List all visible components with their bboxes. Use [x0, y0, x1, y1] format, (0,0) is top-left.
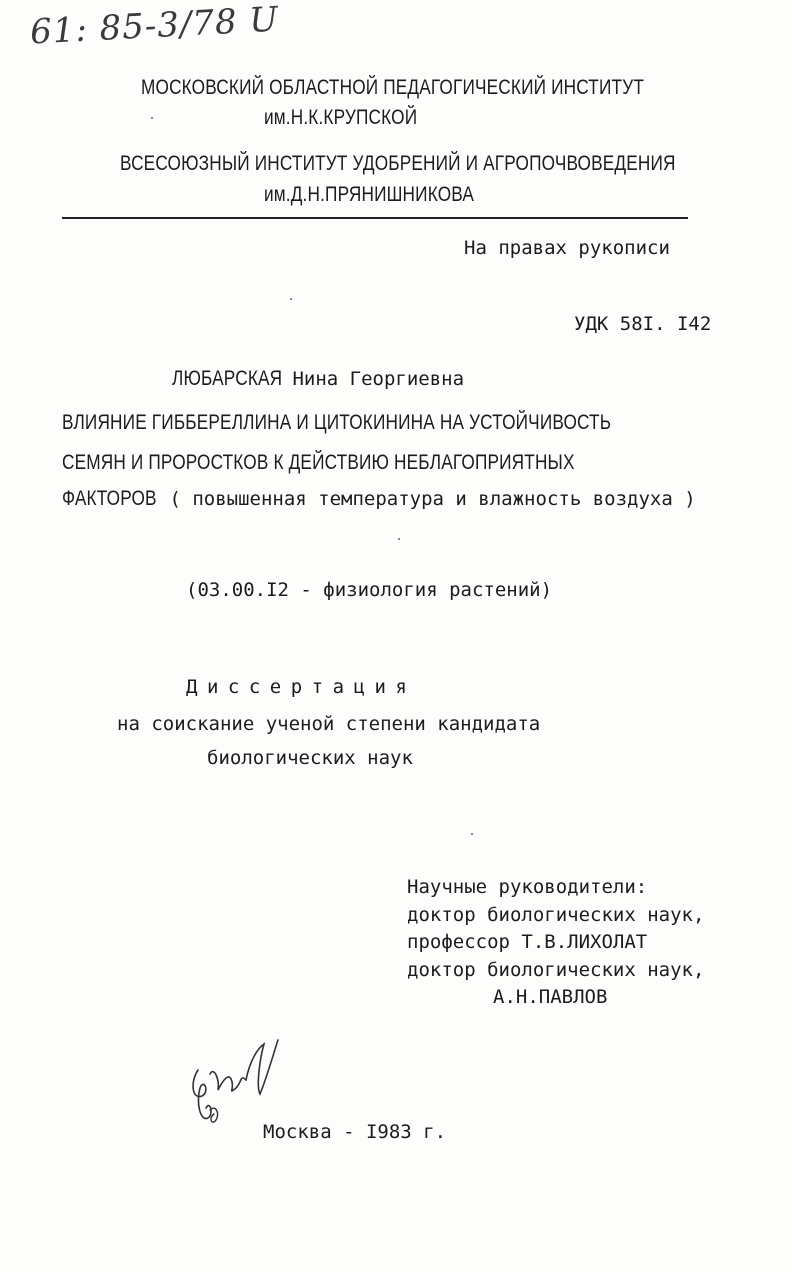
- scan-speck: [290, 298, 292, 300]
- advisor-1-name: профессор Т.В.ЛИХОЛАТ: [407, 931, 648, 953]
- degree-line-2: биологических наук: [207, 747, 413, 769]
- institute-1-name: МОСКОВСКИЙ ОБЛАСТНОЙ ПЕДАГОГИЧЕСКИЙ ИНСТИТУТ: [141, 76, 645, 99]
- manuscript-rights-note: На правах рукописи: [464, 237, 670, 259]
- advisor-2-name: А.Н.ПАВЛОВ: [493, 986, 608, 1008]
- udk-code: УДК 58I. I42: [574, 313, 712, 335]
- scan-speck: [151, 117, 153, 119]
- degree-line-1: на соискание ученой степени кандидата: [117, 713, 541, 735]
- author-given-names: Нина Георгиевна: [292, 368, 465, 390]
- advisor-1-title: доктор биологических наук,: [407, 904, 705, 926]
- author-surname: ЛЮБАРСКАЯ: [172, 367, 283, 390]
- title-line-3-subtitle: ( повышенная температура и влажность воздуха ): [169, 488, 696, 510]
- title-line-3-caps: ФАКТОРОВ: [62, 487, 157, 510]
- title-line-3: [62, 487, 696, 511]
- advisors-heading: Научные руководители:: [407, 876, 648, 898]
- advisor-2-title: доктор биологических наук,: [407, 959, 705, 981]
- author-name: [172, 367, 464, 391]
- institute-1-dedication: им.Н.К.КРУПСКОЙ: [264, 106, 418, 129]
- header-divider: [62, 217, 688, 219]
- title-line-2: СЕМЯН И ПРОРОСТКОВ К ДЕЙСТВИЮ НЕБЛАГОПРИЯТНЫХ: [62, 451, 575, 474]
- signature: [180, 1030, 290, 1130]
- title-line-1: ВЛИЯНИЕ ГИББЕРЕЛЛИНА И ЦИТОКИНИНА НА УСТОЙЧИВОСТЬ: [62, 411, 612, 434]
- specialty-code: (03.00.I2 - физиология растений): [186, 579, 553, 601]
- scan-speck: [471, 833, 473, 835]
- document-type-label: Диссертация: [186, 676, 417, 698]
- city-year: Москва - I983 г.: [263, 1121, 447, 1143]
- institute-2-dedication: им.Д.Н.ПРЯНИШНИКОВА: [264, 183, 474, 206]
- scan-speck: [398, 538, 400, 540]
- archive-mark: 61: 85-3/78 U: [29, 0, 280, 53]
- institute-2-name: ВСЕСОЮЗНЫЙ ИНСТИТУТ УДОБРЕНИЙ И АГРОПОЧВОВЕДЕНИЯ: [120, 152, 676, 175]
